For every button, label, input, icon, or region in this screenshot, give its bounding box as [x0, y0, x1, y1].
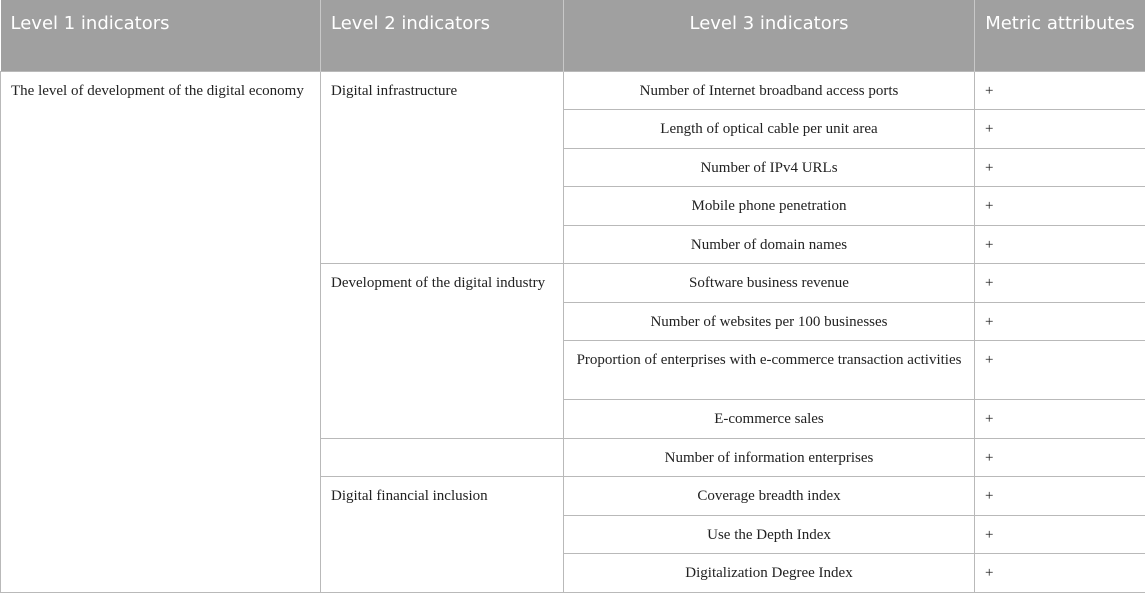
level2-cell-financial-inclusion: Digital financial inclusion	[321, 477, 564, 593]
level3-cell: Number of websites per 100 businesses	[564, 302, 975, 341]
table-header	[1, 0, 1145, 71]
level3-cell: Number of information enterprises	[564, 438, 975, 477]
metric-attr-cell: +	[975, 71, 1145, 110]
level3-cell: Digitalization Degree Index	[564, 554, 975, 593]
level3-cell: Number of Internet broadband access ports	[564, 71, 975, 110]
metric-attr-cell: +	[975, 438, 1145, 477]
level3-cell: Number of IPv4 URLs	[564, 148, 975, 187]
level3-cell: Proportion of enterprises with e-commerce transaction activities	[564, 341, 975, 400]
header-level1: Level 1 indicators	[1, 0, 321, 71]
table-row	[1, 71, 1145, 110]
level3-cell: Number of domain names	[564, 225, 975, 264]
header-metric-attributes: Metric attributes	[975, 0, 1145, 71]
metric-attr-cell: +	[975, 110, 1145, 149]
metric-attr-cell: +	[975, 148, 1145, 187]
metric-attr-cell: +	[975, 302, 1145, 341]
metric-attr-cell: +	[975, 187, 1145, 226]
level2-cell-digital-industry: Development of the digital industry	[321, 264, 564, 439]
metric-attr-cell: +	[975, 225, 1145, 264]
header-level2: Level 2 indicators	[321, 0, 564, 71]
metric-attr-cell: +	[975, 477, 1145, 516]
level2-cell-empty	[321, 438, 564, 477]
level2-cell-infrastructure: Digital infrastructure	[321, 71, 564, 264]
level3-cell: Coverage breadth index	[564, 477, 975, 516]
metric-attr-cell: +	[975, 400, 1145, 439]
metric-attr-cell: +	[975, 341, 1145, 400]
level3-cell: Mobile phone penetration	[564, 187, 975, 226]
header-level3: Level 3 indicators	[564, 0, 975, 71]
level3-cell: Length of optical cable per unit area	[564, 110, 975, 149]
metric-attr-cell: +	[975, 515, 1145, 554]
table-body	[1, 71, 1145, 592]
level3-cell: Software business revenue	[564, 264, 975, 303]
level1-cell: The level of development of the digital economy	[1, 71, 321, 592]
metric-attr-cell: +	[975, 554, 1145, 593]
level3-cell: E-commerce sales	[564, 400, 975, 439]
level3-cell: Use the Depth Index	[564, 515, 975, 554]
header-row	[1, 0, 1145, 71]
metric-attr-cell: +	[975, 264, 1145, 303]
